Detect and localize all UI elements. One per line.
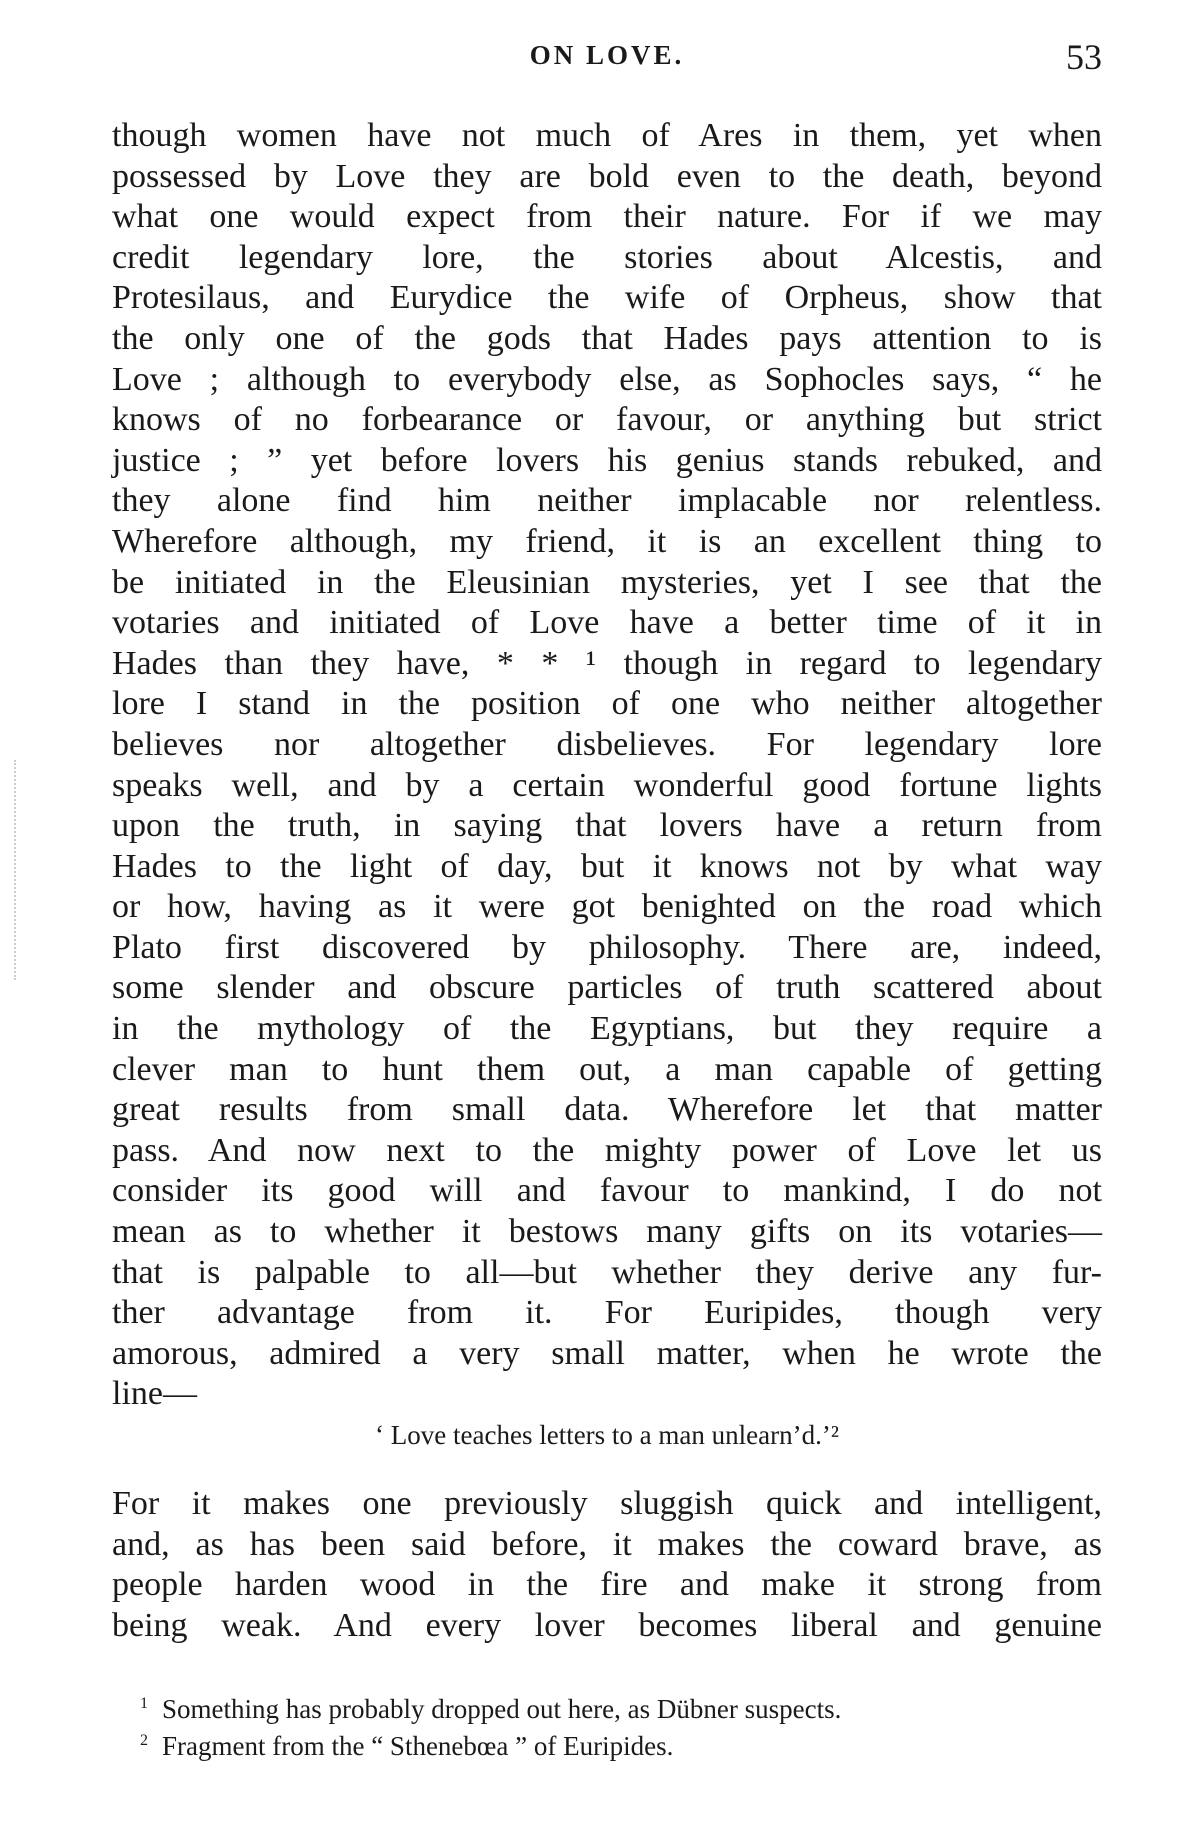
- text-line: amorous, admired a very small matter, when he wrote the: [112, 1334, 1102, 1372]
- text-line: they alone find him neither implacable nor relentless.: [112, 482, 1102, 520]
- text-line: Love ; although to everybody else, as Sophocles says, “ he: [112, 360, 1102, 398]
- text-line: Hades to the light of day, but it knows not by what way: [112, 847, 1102, 885]
- text-line: what one would expect from their nature. For if we may: [112, 198, 1102, 236]
- text-line: mean as to whether it bestows many gifts on its votaries—: [112, 1213, 1102, 1251]
- text-line: speaks well, and by a certain wonderful good fortune lights: [112, 766, 1102, 804]
- text-line: For it makes one previously sluggish quick and intelligent,: [112, 1485, 1102, 1522]
- text-line: that is palpable to all—but whether they derive any fur-: [112, 1253, 1102, 1291]
- body-text-continued: [112, 1484, 1102, 1646]
- text-line: possessed by Love they are bold even to the death, beyond: [112, 157, 1102, 195]
- text-line: in the mythology of the Egyptians, but they require a: [112, 1010, 1102, 1048]
- text-line: people harden wood in the fire and make it strong from: [112, 1566, 1102, 1604]
- text-line: great results from small data. Wherefore let that matter: [112, 1091, 1102, 1129]
- page-header: [112, 36, 1102, 80]
- margin-marks: [14, 760, 36, 980]
- text-line: being weak. And every lover becomes liberal and genuine: [112, 1606, 1102, 1644]
- footnote-mark: 1: [140, 1695, 148, 1712]
- text-line: knows of no forbearance or favour, or anything but strict: [112, 401, 1102, 439]
- text-line: lore I stand in the position of one who neither altogether: [112, 685, 1102, 723]
- page-number: 53: [1066, 37, 1102, 77]
- running-head: ON LOVE.: [529, 40, 685, 70]
- text-line: upon the truth, in saying that lovers have a return from: [112, 807, 1102, 845]
- text-line: some slender and obscure particles of truth scattered about: [112, 969, 1102, 1007]
- text-line: the only one of the gods that Hades pays attention to is: [112, 319, 1102, 357]
- text-line: votaries and initiated of Love have a better time of it in: [112, 604, 1102, 642]
- text-line: believes nor altogether disbelieves. For legendary lore: [112, 725, 1102, 763]
- footnote-text: Fragment from the “ Sthenebœa ” of Euripides.: [162, 1731, 674, 1761]
- text-line: and, as has been said before, it makes the coward brave, as: [112, 1525, 1102, 1563]
- text-line: or how, having as it were got benighted on the road which: [112, 888, 1102, 926]
- text-line: credit legendary lore, the stories about Alcestis, and: [112, 238, 1102, 276]
- verse-quotation: ‘ Love teaches letters to a man unlearn’d.’²: [375, 1420, 839, 1450]
- text-line: Protesilaus, and Eurydice the wife of Orpheus, show that: [112, 279, 1102, 317]
- text-line: Hades than they have, * * ¹ though in regard to legendary: [112, 644, 1102, 682]
- footnote: [140, 1688, 1040, 1725]
- footnotes: [140, 1688, 1040, 1762]
- footnote: [140, 1725, 1040, 1762]
- text-line: be initiated in the Eleusinian mysteries, yet I see that the: [112, 563, 1102, 601]
- text-line: ther advantage from it. For Euripides, though very: [112, 1294, 1102, 1332]
- text-line: though women have not much of Ares in them, yet when: [112, 117, 1102, 154]
- text-line: justice ; ” yet before lovers his genius stands rebuked, and: [112, 441, 1102, 479]
- footnote-mark: 2: [140, 1732, 148, 1749]
- text-line: line—: [112, 1375, 197, 1413]
- text-line: pass. And now next to the mighty power of Love let us: [112, 1131, 1102, 1169]
- text-line: Wherefore although, my friend, it is an excellent thing to: [112, 522, 1102, 560]
- text-line: consider its good will and favour to mankind, I do not: [112, 1172, 1102, 1210]
- text-line: Plato first discovered by philosophy. There are, indeed,: [112, 928, 1102, 966]
- footnote-text: Something has probably dropped out here, as Dübner suspects.: [162, 1694, 842, 1724]
- text-line: clever man to hunt them out, a man capable of getting: [112, 1050, 1102, 1088]
- body-text: [112, 116, 1102, 1415]
